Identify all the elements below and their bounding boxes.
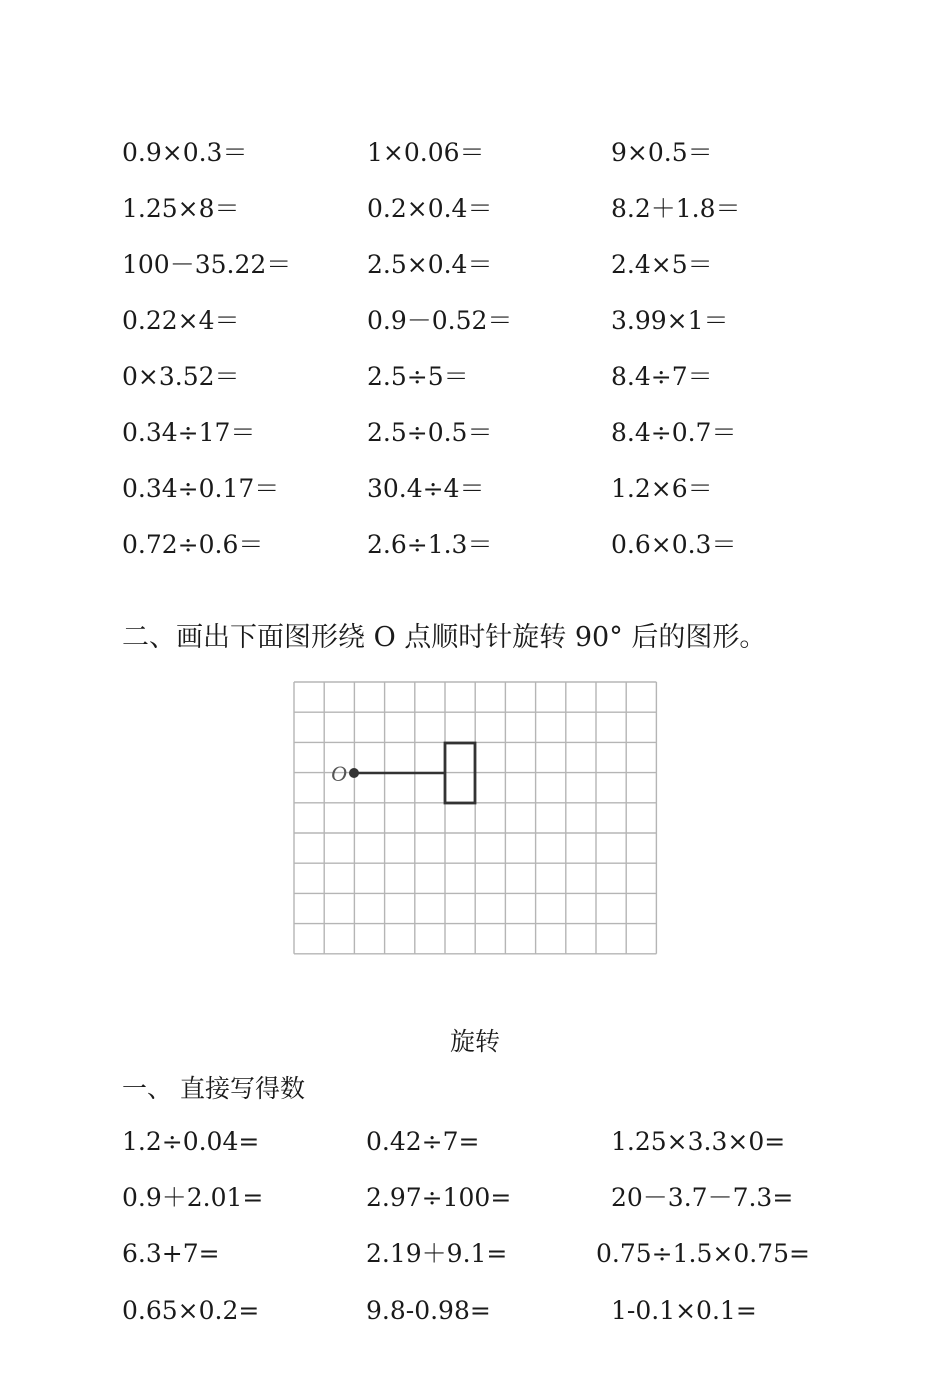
problem: 1.2×6＝ bbox=[611, 474, 713, 503]
problem: 0.75÷1.5×0.75= bbox=[596, 1239, 810, 1268]
problem: 0.72÷0.6＝ bbox=[122, 530, 264, 559]
problem: 1.2÷0.04= bbox=[122, 1127, 260, 1156]
problem: 2.4×5＝ bbox=[611, 250, 713, 279]
problem: 0.9＋2.01= bbox=[122, 1183, 264, 1212]
problem: 0.9－0.52＝ bbox=[367, 306, 513, 335]
pivot-label: O bbox=[331, 761, 347, 786]
problem: 8.2＋1.8＝ bbox=[611, 194, 741, 223]
problem: 1.25×3.3×0= bbox=[611, 1127, 786, 1156]
problem: 2.6÷1.3＝ bbox=[367, 530, 493, 559]
problem: 1-0.1×0.1= bbox=[611, 1296, 757, 1325]
problem-row bbox=[0, 1178, 950, 1218]
problem-row bbox=[0, 357, 950, 397]
problem-row bbox=[0, 413, 950, 453]
problem: 9×0.5＝ bbox=[611, 138, 713, 167]
problem: 2.19＋9.1= bbox=[366, 1239, 508, 1268]
problem-row bbox=[0, 1122, 950, 1162]
problem: 3.99×1＝ bbox=[611, 306, 729, 335]
problem: 0.6×0.3＝ bbox=[611, 530, 737, 559]
problem: 2.5÷5＝ bbox=[367, 362, 469, 391]
problem: 2.97÷100= bbox=[366, 1183, 512, 1212]
problem: 0.22×4＝ bbox=[122, 306, 240, 335]
problem-row bbox=[0, 301, 950, 341]
problem-row bbox=[0, 1234, 950, 1274]
rotation-grid-figure bbox=[293, 680, 658, 957]
problem: 2.5×0.4＝ bbox=[367, 250, 493, 279]
problem-row bbox=[0, 469, 950, 509]
problem: 0.34÷17＝ bbox=[122, 418, 256, 447]
problem-row bbox=[0, 1291, 950, 1331]
problem: 100－35.22＝ bbox=[122, 250, 292, 279]
problem: 0.65×0.2= bbox=[122, 1296, 260, 1325]
problem: 8.4÷0.7＝ bbox=[611, 418, 737, 447]
problem: 0.34÷0.17＝ bbox=[122, 474, 280, 503]
problem-row bbox=[0, 525, 950, 565]
problem-row bbox=[0, 245, 950, 285]
problem: 20－3.7－7.3= bbox=[611, 1183, 794, 1212]
problem: 0.9×0.3＝ bbox=[122, 138, 248, 167]
problem: 0×3.52＝ bbox=[122, 362, 240, 391]
problem: 1.25×8＝ bbox=[122, 194, 240, 223]
problem: 6.3+7= bbox=[122, 1239, 220, 1268]
problem: 0.42÷7= bbox=[366, 1127, 480, 1156]
page-title: 旋转 bbox=[449, 1027, 500, 1056]
problem-row bbox=[0, 189, 950, 229]
pivot-point bbox=[349, 768, 359, 778]
section-3-heading: 一、 直接写得数 bbox=[122, 1074, 305, 1103]
problem: 1×0.06＝ bbox=[367, 138, 485, 167]
problem-row bbox=[0, 133, 950, 173]
problem: 2.5÷0.5＝ bbox=[367, 418, 493, 447]
problem: 0.2×0.4＝ bbox=[367, 194, 493, 223]
problem: 8.4÷7＝ bbox=[611, 362, 713, 391]
problem: 9.8-0.98= bbox=[366, 1296, 491, 1325]
section-2-heading: 二、画出下面图形绕 O 点顺时针旋转 90° 后的图形。 bbox=[122, 622, 767, 653]
problem: 30.4÷4＝ bbox=[367, 474, 485, 503]
grid-lines bbox=[294, 682, 656, 954]
